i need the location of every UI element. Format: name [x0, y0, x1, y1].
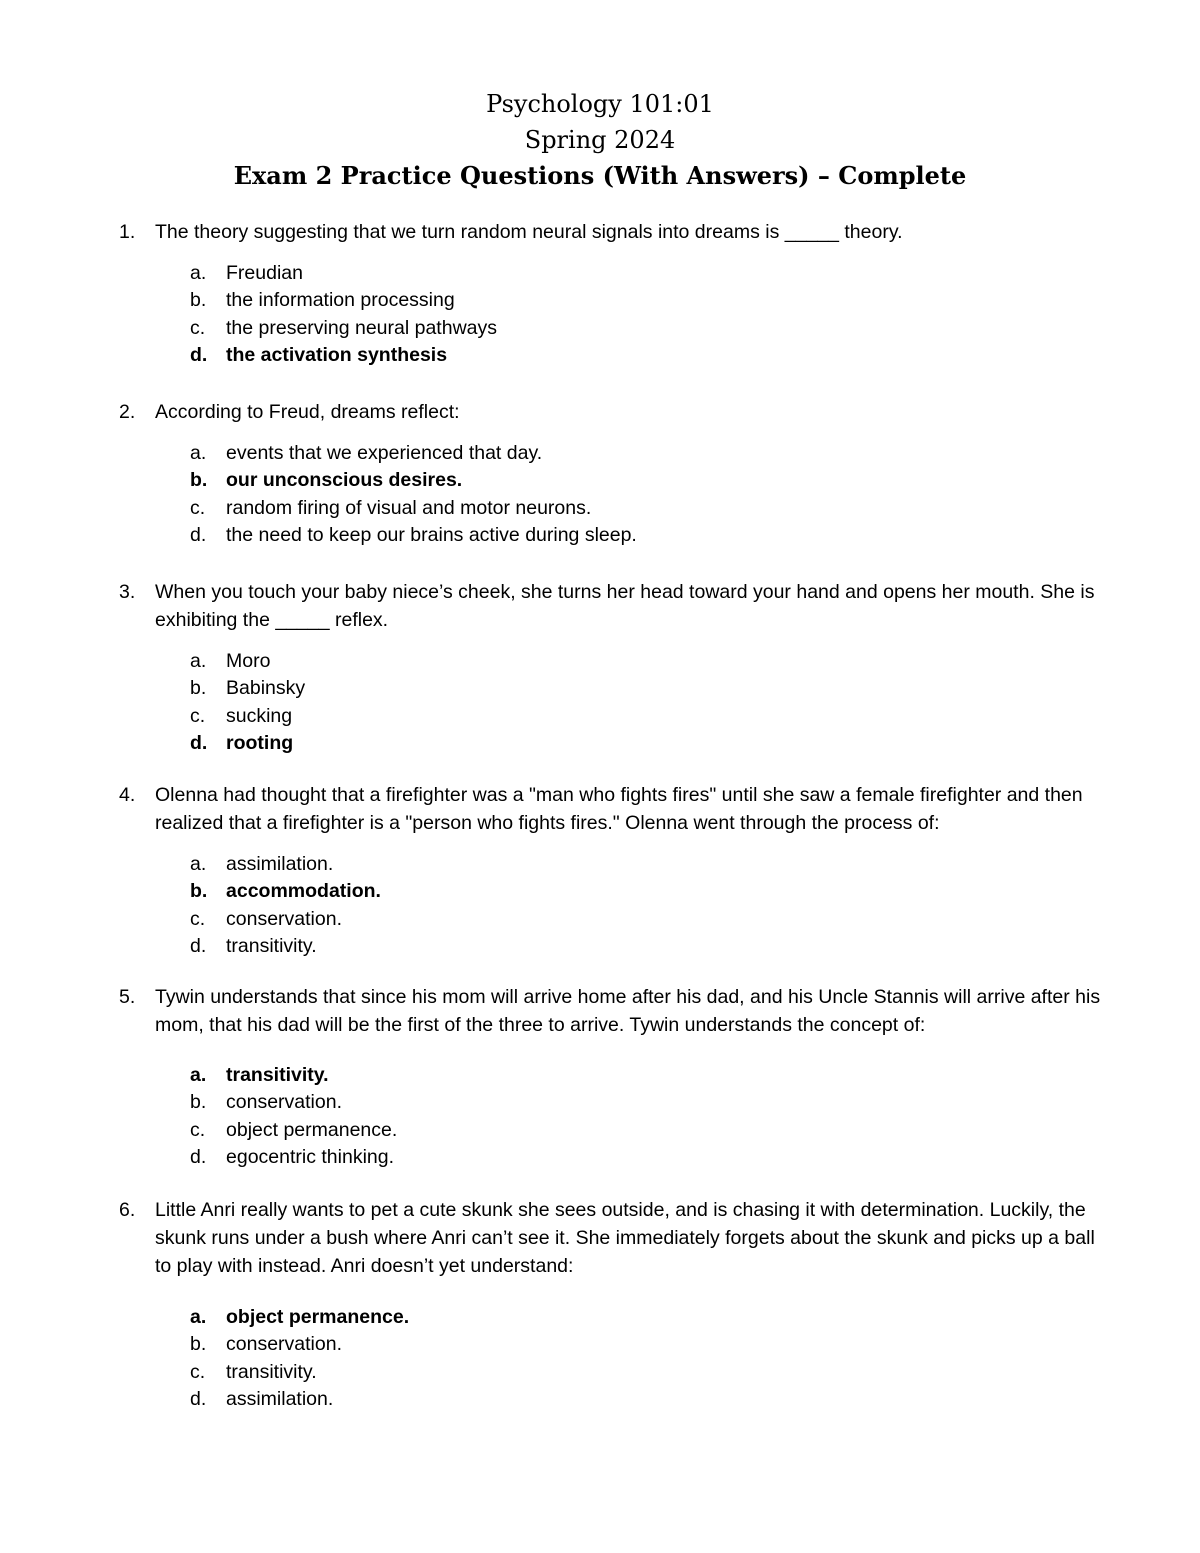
- question-number: 2.: [119, 401, 136, 423]
- answer-options: [190, 851, 1200, 960]
- question-number: 6.: [119, 1199, 136, 1221]
- option-letter: d.: [190, 1387, 207, 1410]
- option-letter: d.: [190, 1145, 207, 1168]
- option-text: conservation.: [226, 907, 342, 930]
- answer-option-b: [190, 1089, 1200, 1116]
- option-letter: b.: [190, 289, 207, 312]
- option-text: assimilation.: [226, 853, 334, 875]
- option-text: conservation.: [226, 1333, 342, 1356]
- answer-option-c: [190, 495, 1200, 522]
- option-text: transitivity.: [226, 934, 317, 957]
- option-letter: c.: [190, 704, 206, 727]
- answer-options: [190, 440, 1200, 549]
- option-letter: c.: [190, 1118, 206, 1141]
- answer-option-b: [190, 675, 1200, 702]
- answer-option-a: [190, 260, 1200, 287]
- option-text: the activation synthesis: [226, 343, 448, 366]
- correct-answer-option-a: [190, 1062, 1200, 1089]
- option-text: transitivity.: [226, 1064, 329, 1086]
- option-text: events that we experienced that day.: [226, 442, 543, 464]
- answer-option-c: [190, 1359, 1200, 1386]
- option-text: sucking: [226, 704, 293, 727]
- question-6: [0, 1196, 1200, 1413]
- option-text: rooting: [226, 731, 294, 754]
- answer-options: [190, 648, 1200, 757]
- question-stem: [119, 578, 1115, 634]
- question-stem: [119, 218, 1115, 246]
- course-title: Psychology 101:01: [486, 90, 714, 118]
- correct-answer-option-d: [190, 342, 1200, 369]
- option-letter: a.: [190, 262, 207, 284]
- correct-answer-option-b: [190, 878, 1200, 905]
- question-stem: [119, 781, 1115, 837]
- answer-options: [190, 1304, 1200, 1413]
- answer-option-d: [190, 1386, 1200, 1413]
- question-4: [0, 781, 1200, 960]
- answer-option-a: [190, 648, 1200, 675]
- question-number: 3.: [119, 581, 136, 603]
- correct-answer-option-b: [190, 467, 1200, 494]
- option-letter: d.: [190, 343, 208, 366]
- answer-option-d: [190, 1144, 1200, 1171]
- answer-option-b: [190, 287, 1200, 314]
- answer-option-b: [190, 1331, 1200, 1358]
- option-letter: b.: [190, 469, 208, 492]
- option-text: Moro: [226, 650, 271, 672]
- term-title: Spring 2024: [524, 126, 676, 154]
- option-letter: d.: [190, 934, 207, 957]
- answer-options: [190, 1062, 1200, 1171]
- option-letter: d.: [190, 731, 208, 754]
- correct-answer-option-a: [190, 1304, 1200, 1331]
- option-letter: c.: [190, 1360, 206, 1383]
- option-letter: a.: [190, 1064, 207, 1086]
- option-text: conservation.: [226, 1091, 342, 1114]
- question-number: 5.: [119, 986, 136, 1008]
- question-text: According to Freud, dreams reflect:: [155, 401, 460, 423]
- option-text: assimilation.: [226, 1387, 334, 1410]
- question-number: 1.: [119, 221, 136, 243]
- question-5: [0, 983, 1200, 1171]
- option-text: random firing of visual and motor neurons.: [226, 496, 592, 519]
- option-text: accommodation.: [226, 880, 381, 903]
- option-text: egocentric thinking.: [226, 1145, 395, 1168]
- document-header: [0, 86, 1200, 194]
- option-letter: b.: [190, 1333, 207, 1356]
- question-text: Tywin understands that since his mom will arrive home after his dad, and his Uncle Stannis will arrive after his mom, that his dad will be the first of the three to arrive. Tywin understands the concept of:: [155, 986, 1101, 1036]
- option-letter: b.: [190, 880, 208, 903]
- question-3: [0, 578, 1200, 757]
- question-text: Olenna had thought that a firefighter was a "man who fights fires" until she saw a female firefighter and then realized that a firefighter is a "person who fights fires." Olenna went through the process of:: [155, 784, 1083, 834]
- question-text: The theory suggesting that we turn random neural signals into dreams is _____ theory.: [155, 221, 903, 243]
- option-text: the information processing: [226, 289, 455, 312]
- option-letter: b.: [190, 677, 207, 700]
- option-text: transitivity.: [226, 1360, 317, 1383]
- option-letter: c.: [190, 496, 206, 519]
- exam-title: Exam 2 Practice Questions (With Answers) – Complete: [233, 161, 967, 190]
- answer-option-a: [190, 851, 1200, 878]
- answer-option-c: [190, 315, 1200, 342]
- correct-answer-option-d: [190, 730, 1200, 757]
- option-text: object permanence.: [226, 1118, 398, 1141]
- option-letter: a.: [190, 1306, 207, 1328]
- option-letter: a.: [190, 650, 207, 672]
- option-text: the preserving neural pathways: [226, 316, 497, 339]
- answer-option-c: [190, 1117, 1200, 1144]
- question-2: [0, 398, 1200, 549]
- answer-option-c: [190, 703, 1200, 730]
- option-text: our unconscious desires.: [226, 469, 463, 492]
- option-letter: b.: [190, 1091, 207, 1114]
- question-stem: [119, 983, 1115, 1039]
- option-text: object permanence.: [226, 1306, 410, 1328]
- option-letter: c.: [190, 316, 206, 339]
- option-letter: c.: [190, 907, 206, 930]
- question-text: Little Anri really wants to pet a cute skunk she sees outside, and is chasing it with determination. Luckily, the skunk runs under a bush where Anri can’t see it. She immediately forgets about the skunk and picks up a ball to play with instead. Anri doesn’t yet understand:: [155, 1199, 1095, 1277]
- answer-option-d: [190, 933, 1200, 960]
- answer-option-c: [190, 906, 1200, 933]
- option-text: Babinsky: [226, 677, 306, 700]
- answer-options: [190, 260, 1200, 369]
- option-letter: d.: [190, 523, 207, 546]
- option-text: the need to keep our brains active during sleep.: [226, 523, 637, 546]
- question-stem: [119, 398, 1115, 426]
- option-letter: a.: [190, 442, 207, 464]
- answer-option-a: [190, 440, 1200, 467]
- question-stem: [119, 1196, 1115, 1280]
- question-text: When you touch your baby niece’s cheek, she turns her head toward your hand and opens her mouth. She is exhibiting the _____ reflex.: [155, 581, 1095, 631]
- answer-option-d: [190, 522, 1200, 549]
- option-text: Freudian: [226, 262, 303, 284]
- option-letter: a.: [190, 853, 207, 875]
- question-number: 4.: [119, 784, 136, 806]
- question-1: [0, 218, 1200, 369]
